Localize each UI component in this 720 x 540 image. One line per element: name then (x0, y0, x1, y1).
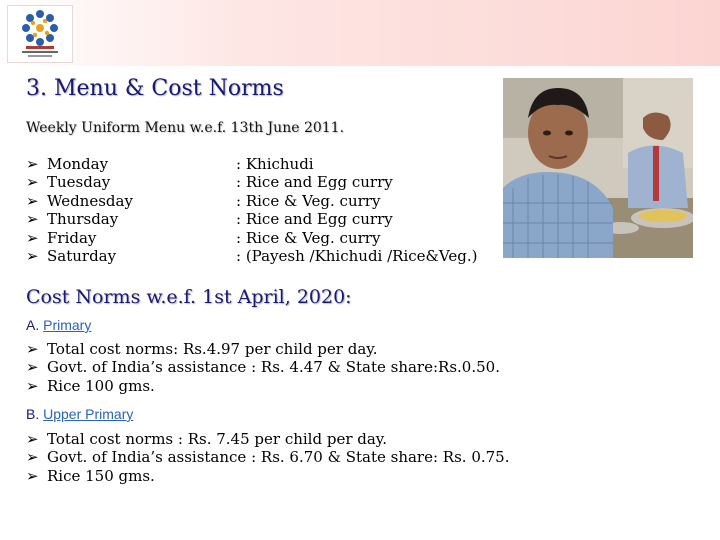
list-item (26, 340, 500, 358)
day-list (26, 155, 133, 265)
cost-norms-heading: Cost Norms w.e.f. 1st April, 2020: (26, 286, 352, 308)
menu-item: : Rice & Veg. curry (236, 228, 381, 247)
arrow-bullet-icon: ➢ (26, 173, 39, 192)
day-row (26, 229, 133, 247)
list-item (26, 467, 510, 485)
day-label: Thursday (47, 210, 119, 229)
mid-day-meal-logo (7, 5, 73, 63)
arrow-bullet-icon: ➢ (26, 210, 39, 229)
list-item-text: Total cost norms: Rs.4.97 per child per day. (47, 340, 378, 358)
list-item-text: Total cost norms : Rs. 7.45 per child per day. (47, 430, 388, 448)
primary-heading (26, 317, 91, 333)
day-label: Wednesday (47, 191, 133, 210)
list-item-text: Rice 150 gms. (47, 466, 155, 485)
arrow-bullet-icon: ➢ (26, 448, 39, 467)
header-banner (0, 0, 720, 66)
arrow-bullet-icon: ➢ (26, 340, 39, 358)
day-row (26, 155, 133, 173)
list-item (26, 448, 510, 466)
arrow-bullet-icon: ➢ (26, 466, 39, 485)
arrow-bullet-icon: ➢ (26, 191, 39, 210)
children-eating-meal-photo (503, 78, 693, 258)
arrow-bullet-icon: ➢ (26, 376, 39, 395)
menu-item: : Rice and Egg curry (236, 173, 393, 192)
list-item (26, 377, 500, 395)
day-row (26, 210, 133, 228)
day-row (26, 192, 133, 210)
primary-list (26, 340, 500, 395)
arrow-bullet-icon: ➢ (26, 155, 39, 173)
list-item-text: Rice 100 gms. (47, 376, 155, 395)
arrow-bullet-icon: ➢ (26, 228, 39, 247)
arrow-bullet-icon: ➢ (26, 430, 39, 448)
day-row (26, 173, 133, 191)
list-item (26, 358, 500, 376)
day-label: Saturday (47, 246, 117, 265)
day-row (26, 247, 133, 265)
list-item-text: Govt. of India’s assistance : Rs. 4.47 & State share:Rs.0.50. (47, 358, 500, 377)
day-label: Monday (47, 155, 109, 173)
slide-title: 3. Menu & Cost Norms (26, 76, 284, 101)
list-item-text: Govt. of India’s assistance : Rs. 6.70 & State share: Rs. 0.75. (47, 448, 510, 467)
logo-graphic (8, 6, 72, 62)
menu-list (236, 155, 477, 265)
arrow-bullet-icon: ➢ (26, 246, 39, 265)
menu-item: : Rice & Veg. curry (236, 191, 381, 210)
menu-item: : Rice and Egg curry (236, 210, 393, 229)
upper-primary-list (26, 430, 510, 485)
upper-primary-heading (26, 406, 133, 422)
primary-link[interactable]: Primary (43, 317, 92, 333)
menu-item: : (Payesh /Khichudi /Rice&Veg.) (236, 246, 478, 265)
primary-prefix: A. (26, 317, 40, 333)
menu-item: : Khichudi (236, 155, 314, 173)
list-item (26, 430, 510, 448)
menu-subtitle: Weekly Uniform Menu w.e.f. 13th June 2011. (26, 120, 345, 136)
day-label: Tuesday (47, 173, 111, 192)
arrow-bullet-icon: ➢ (26, 358, 39, 377)
upper-primary-prefix: B. (26, 406, 40, 422)
upper-primary-link[interactable]: Upper Primary (43, 406, 134, 422)
day-label: Friday (47, 228, 97, 247)
